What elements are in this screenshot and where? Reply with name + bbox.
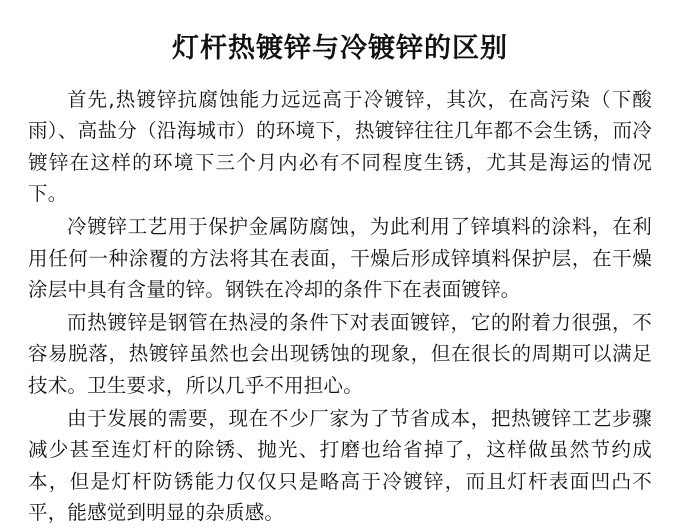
paragraph: 冷镀锌工艺用于保护金属防腐蚀，为此利用了锌填料的涂料，在利用任何一种涂覆的方法将其在表面，干燥后形成锌填料保护层，在干燥涂层中具有含量的锌。钢铁在冷却的条件下在表面镀锌。 <box>28 215 652 302</box>
document-body <box>28 84 652 529</box>
page-title: 灯杆热镀锌与冷镀锌的区别 <box>172 33 508 64</box>
paragraph: 而热镀锌是钢管在热浸的条件下对表面镀锌，它的附着力很强，不容易脱落，热镀锌虽然也会出现锈蚀的现象，但在很长的周期可以满足技术。卫生要求，所以几乎不用担心。 <box>28 310 652 397</box>
paragraph: 由于发展的需要，现在不少厂家为了节省成本，把热镀锌工艺步骤减少甚至连灯杆的除锈、抛光、打磨也给省掉了，这样做虽然节约成本，但是灯杆防锈能力仅仅只是略高于冷镀锌，而且灯杆表面凹凸不平，能感觉到明显的杂质感。 <box>28 406 652 525</box>
paragraph: 首先,热镀锌抗腐蚀能力远远高于冷镀锌，其次，在高污染（下酸雨）、高盐分（沿海城市）的环境下，热镀锌往往几年都不会生锈，而冷镀锌在这样的环境下三个月内必有不同程度生锈，尤其是海运的情况下。 <box>28 87 652 206</box>
